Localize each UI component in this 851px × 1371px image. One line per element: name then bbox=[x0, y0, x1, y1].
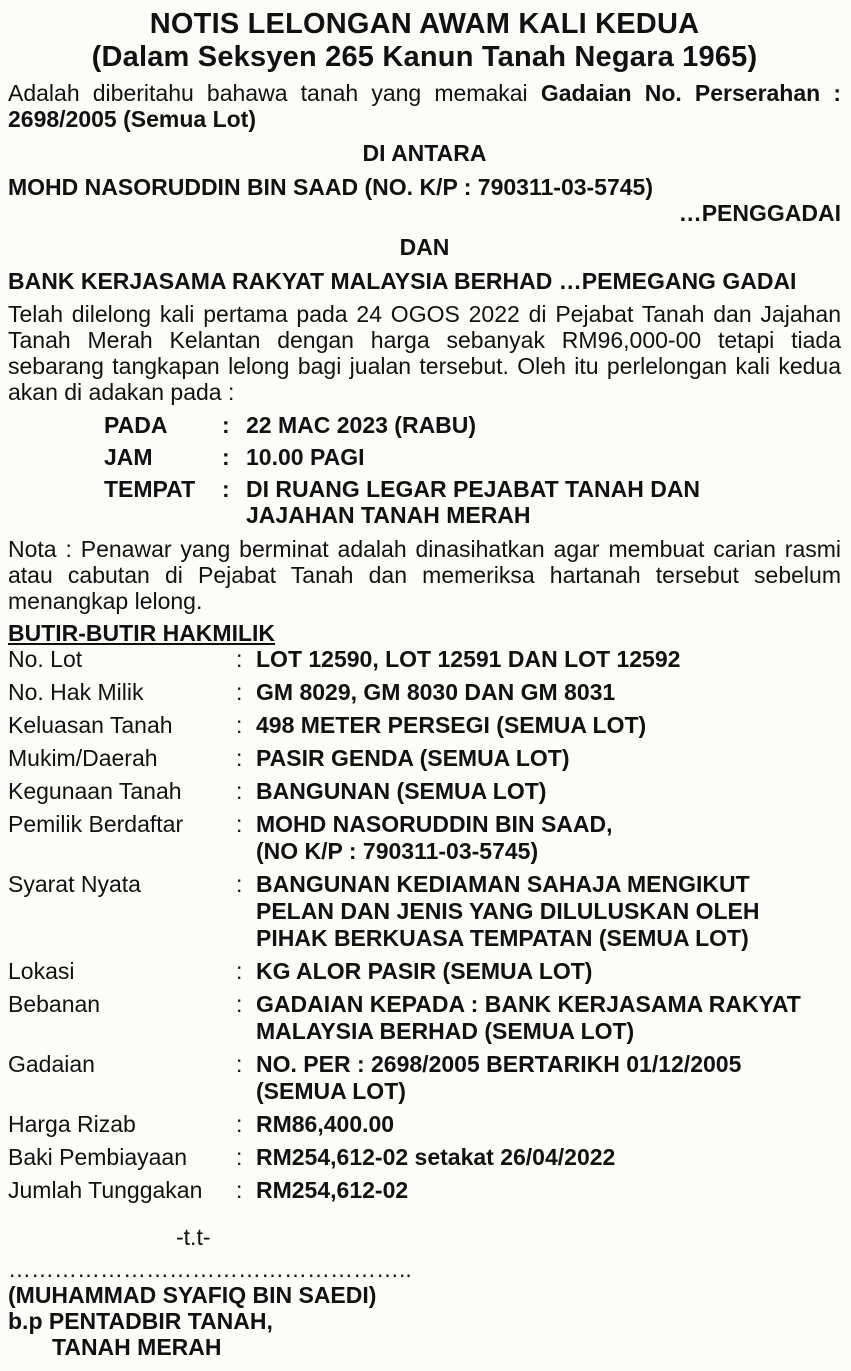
detail-row bbox=[8, 778, 841, 805]
detail-value-line: (SEMUA LOT) bbox=[256, 1078, 406, 1104]
detail-colon: : bbox=[236, 1111, 243, 1137]
detail-value: GM 8029, GM 8030 DAN GM 8031 bbox=[256, 679, 616, 705]
detail-key: Syarat Nyata bbox=[8, 871, 141, 897]
detail-value: 498 METER PERSEGI (SEMUA LOT) bbox=[256, 712, 647, 738]
detail-colon: : bbox=[236, 778, 243, 804]
detail-value bbox=[256, 871, 841, 952]
detail-key: Jumlah Tunggakan bbox=[8, 1177, 203, 1203]
schedule-row-time bbox=[104, 441, 841, 473]
detail-value bbox=[256, 811, 841, 865]
chargor-role: …PENGGADAI bbox=[678, 200, 841, 226]
detail-value-line: MALAYSIA BERHAD (SEMUA LOT) bbox=[256, 1018, 635, 1044]
detail-key: Baki Pembiayaan bbox=[8, 1144, 187, 1170]
detail-colon: : bbox=[236, 991, 243, 1017]
schedule-row-date bbox=[104, 409, 841, 441]
signatory-title: b.p PENTADBIR TANAH, bbox=[8, 1308, 273, 1334]
between-heading: DI ANTARA bbox=[362, 140, 487, 166]
detail-value-line: BANGUNAN KEDIAMAN SAHAJA MENGIKUT bbox=[256, 871, 750, 897]
schedule-label: TEMPAT bbox=[104, 476, 196, 502]
intro-paragraph bbox=[8, 80, 841, 132]
detail-colon: : bbox=[236, 712, 243, 738]
schedule-row-place bbox=[104, 473, 841, 528]
detail-row bbox=[8, 991, 841, 1045]
detail-value-line: PELAN DAN JENIS YANG DILULUSKAN OLEH bbox=[256, 898, 760, 924]
nota-paragraph: Nota : Penawar yang berminat adalah dinasihatkan agar membuat carian rasmi atau cabutan di Pejabat Tanah dan memeriksa hartanah tersebut sebelum menangkap lelong. bbox=[8, 536, 841, 614]
signatory-place: TANAH MERAH bbox=[52, 1334, 222, 1360]
schedule-colon: : bbox=[222, 476, 230, 502]
intro-text: Adalah diberitahu bahawa tanah yang memakai bbox=[8, 80, 541, 106]
schedule-value-line: JAJAHAN TANAH MERAH bbox=[246, 502, 531, 528]
detail-colon: : bbox=[236, 958, 243, 984]
detail-row bbox=[8, 646, 841, 673]
schedule-value-line: DI RUANG LEGAR PEJABAT TANAH DAN bbox=[246, 476, 701, 502]
detail-colon: : bbox=[236, 745, 243, 771]
title-details-heading: BUTIR-BUTIR HAKMILIK bbox=[8, 620, 276, 646]
detail-value: RM254,612-02 setakat 26/04/2022 bbox=[256, 1144, 616, 1170]
detail-value bbox=[256, 1051, 841, 1105]
auction-paragraph: Telah dilelong kali pertama pada 24 OGOS 2022 di Pejabat Tanah dan Jajahan Tanah Merah Kelantan dengan harga sebanyak RM96,000-00 tetapi tiada sebarang tangkapan lelong bagi jualan tersebut. Oleh itu perlelongan kali kedua akan di adakan pada : bbox=[8, 301, 841, 405]
detail-row bbox=[8, 745, 841, 772]
schedule-colon: : bbox=[222, 412, 230, 438]
detail-value-line: GADAIAN KEPADA : BANK KERJASAMA RAKYAT bbox=[256, 991, 801, 1017]
schedule-value: 10.00 PAGI bbox=[246, 444, 365, 470]
detail-colon: : bbox=[236, 1177, 243, 1203]
detail-key: Gadaian bbox=[8, 1051, 95, 1077]
detail-value: PASIR GENDA (SEMUA LOT) bbox=[256, 745, 570, 771]
detail-value bbox=[256, 991, 841, 1045]
chargor-name: MOHD NASORUDDIN BIN SAAD (NO. K/P : 790311-03-5745) bbox=[8, 174, 654, 200]
signature-line: …………………………………………….. bbox=[8, 1256, 412, 1282]
detail-key: Kegunaan Tanah bbox=[8, 778, 182, 804]
signatory-name: (MUHAMMAD SYAFIQ BIN SAEDI) bbox=[8, 1282, 377, 1308]
detail-row bbox=[8, 1051, 841, 1105]
detail-value-line: PIHAK BERKUASA TEMPATAN (SEMUA LOT) bbox=[256, 925, 749, 951]
detail-colon: : bbox=[236, 646, 243, 672]
title-details-list bbox=[8, 646, 841, 1204]
detail-key: No. Lot bbox=[8, 646, 83, 672]
detail-key: No. Hak Milik bbox=[8, 679, 144, 705]
auction-schedule bbox=[104, 409, 841, 528]
detail-colon: : bbox=[236, 679, 243, 705]
detail-key: Pemilik Berdaftar bbox=[8, 811, 184, 837]
detail-key: Bebanan bbox=[8, 991, 101, 1017]
detail-row bbox=[8, 712, 841, 739]
detail-row bbox=[8, 871, 841, 952]
detail-row bbox=[8, 958, 841, 985]
notice-title bbox=[8, 8, 841, 74]
detail-value: LOT 12590, LOT 12591 DAN LOT 12592 bbox=[256, 646, 681, 672]
chargee-line: BANK KERJASAMA RAKYAT MALAYSIA BERHAD …PEMEGANG GADAI bbox=[8, 268, 797, 294]
schedule-label: JAM bbox=[104, 444, 153, 470]
and-heading: DAN bbox=[399, 234, 450, 260]
detail-key: Harga Rizab bbox=[8, 1111, 136, 1137]
detail-colon: : bbox=[236, 811, 243, 837]
schedule-colon: : bbox=[222, 444, 230, 470]
detail-colon: : bbox=[236, 871, 243, 897]
schedule-value bbox=[246, 473, 841, 528]
title-line-1: NOTIS LELONGAN AWAM KALI KEDUA bbox=[149, 8, 700, 40]
detail-row bbox=[8, 679, 841, 706]
detail-value: BANGUNAN (SEMUA LOT) bbox=[256, 778, 547, 804]
detail-value: KG ALOR PASIR (SEMUA LOT) bbox=[256, 958, 593, 984]
detail-colon: : bbox=[236, 1144, 243, 1170]
detail-value-line: NO. PER : 2698/2005 BERTARIKH 01/12/2005 bbox=[256, 1051, 742, 1077]
detail-key: Mukim/Daerah bbox=[8, 745, 158, 771]
detail-colon: : bbox=[236, 1051, 243, 1077]
schedule-label: PADA bbox=[104, 412, 168, 438]
detail-value-line: MOHD NASORUDDIN BIN SAAD, bbox=[256, 811, 613, 837]
detail-row bbox=[8, 1177, 841, 1204]
detail-key: Keluasan Tanah bbox=[8, 712, 173, 738]
intro-charge-reference: Gadaian No. Perserahan : 2698/2005 (Semua Lot) bbox=[8, 80, 842, 132]
detail-value-line: (NO K/P : 790311-03-5745) bbox=[256, 838, 539, 864]
detail-row bbox=[8, 1111, 841, 1138]
detail-row bbox=[8, 811, 841, 865]
signed-mark: -t.t- bbox=[176, 1224, 211, 1250]
detail-value: RM254,612-02 bbox=[256, 1177, 409, 1203]
detail-value: RM86,400.00 bbox=[256, 1111, 395, 1137]
title-line-2: (Dalam Seksyen 265 Kanun Tanah Negara 1965) bbox=[91, 41, 758, 73]
detail-key: Lokasi bbox=[8, 958, 75, 984]
detail-row bbox=[8, 1144, 841, 1171]
schedule-value: 22 MAC 2023 (RABU) bbox=[246, 412, 477, 438]
